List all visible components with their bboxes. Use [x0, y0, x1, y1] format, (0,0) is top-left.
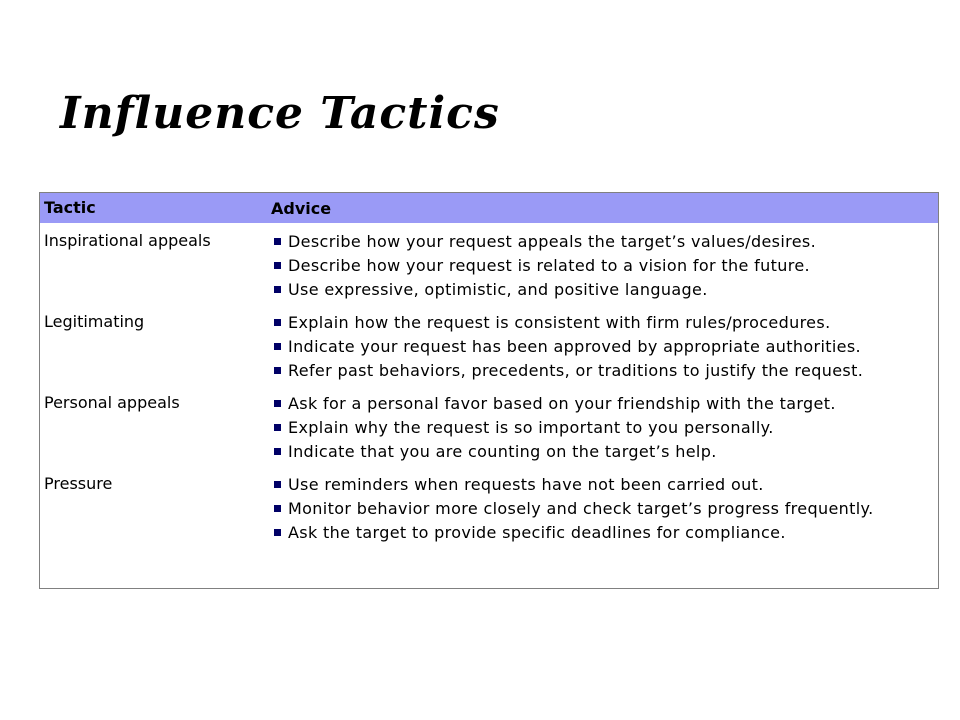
advice-list — [271, 391, 938, 463]
advice-text: Ask the target to provide specific deadlines for compliance. — [288, 522, 786, 542]
advice-cell — [271, 229, 938, 310]
advice-item — [271, 229, 938, 253]
table-header-row — [40, 193, 938, 223]
header-tactic: Tactic — [44, 198, 96, 217]
tactic-cell: Personal appeals — [44, 393, 180, 412]
square-bullet-icon — [274, 286, 281, 293]
advice-item — [271, 277, 938, 301]
square-bullet-icon — [274, 319, 281, 326]
square-bullet-icon — [274, 367, 281, 374]
advice-item — [271, 358, 938, 382]
slide-title: Influence Tactics — [60, 88, 500, 139]
advice-item — [271, 253, 938, 277]
advice-cell — [271, 472, 938, 553]
advice-list — [271, 310, 938, 382]
square-bullet-icon — [274, 262, 281, 269]
table-row — [40, 472, 938, 553]
advice-item — [271, 310, 938, 334]
advice-text: Monitor behavior more closely and check target’s progress frequently. — [288, 498, 874, 518]
advice-cell — [271, 391, 938, 472]
square-bullet-icon — [274, 343, 281, 350]
advice-item — [271, 496, 938, 520]
advice-text: Indicate your request has been approved by appropriate authorities. — [288, 336, 861, 356]
advice-item — [271, 472, 938, 496]
table-row — [40, 229, 938, 310]
tactic-cell: Inspirational appeals — [44, 231, 211, 250]
tactics-table — [39, 192, 939, 589]
square-bullet-icon — [274, 529, 281, 536]
square-bullet-icon — [274, 505, 281, 512]
table-row — [40, 310, 938, 391]
advice-list — [271, 229, 938, 301]
square-bullet-icon — [274, 400, 281, 407]
advice-text: Describe how your request is related to a vision for the future. — [288, 255, 810, 275]
advice-list — [271, 472, 938, 544]
tactic-cell: Pressure — [44, 474, 113, 493]
square-bullet-icon — [274, 481, 281, 488]
advice-item — [271, 415, 938, 439]
advice-text: Refer past behaviors, precedents, or traditions to justify the request. — [288, 360, 864, 380]
advice-cell — [271, 310, 938, 391]
advice-text: Ask for a personal favor based on your friendship with the target. — [288, 393, 836, 413]
advice-text: Describe how your request appeals the target’s values/desires. — [288, 231, 817, 251]
advice-text: Use reminders when requests have not been carried out. — [288, 474, 764, 494]
header-advice: Advice — [271, 198, 332, 218]
advice-item — [271, 334, 938, 358]
table-row — [40, 391, 938, 472]
square-bullet-icon — [274, 238, 281, 245]
advice-item — [271, 520, 938, 544]
square-bullet-icon — [274, 448, 281, 455]
advice-text: Use expressive, optimistic, and positive language. — [288, 279, 708, 299]
advice-text: Indicate that you are counting on the target’s help. — [288, 441, 717, 461]
advice-text: Explain why the request is so important to you personally. — [288, 417, 774, 437]
advice-item — [271, 391, 938, 415]
square-bullet-icon — [274, 424, 281, 431]
tactic-cell: Legitimating — [44, 312, 145, 331]
advice-text: Explain how the request is consistent with firm rules/procedures. — [288, 312, 831, 332]
advice-item — [271, 439, 938, 463]
